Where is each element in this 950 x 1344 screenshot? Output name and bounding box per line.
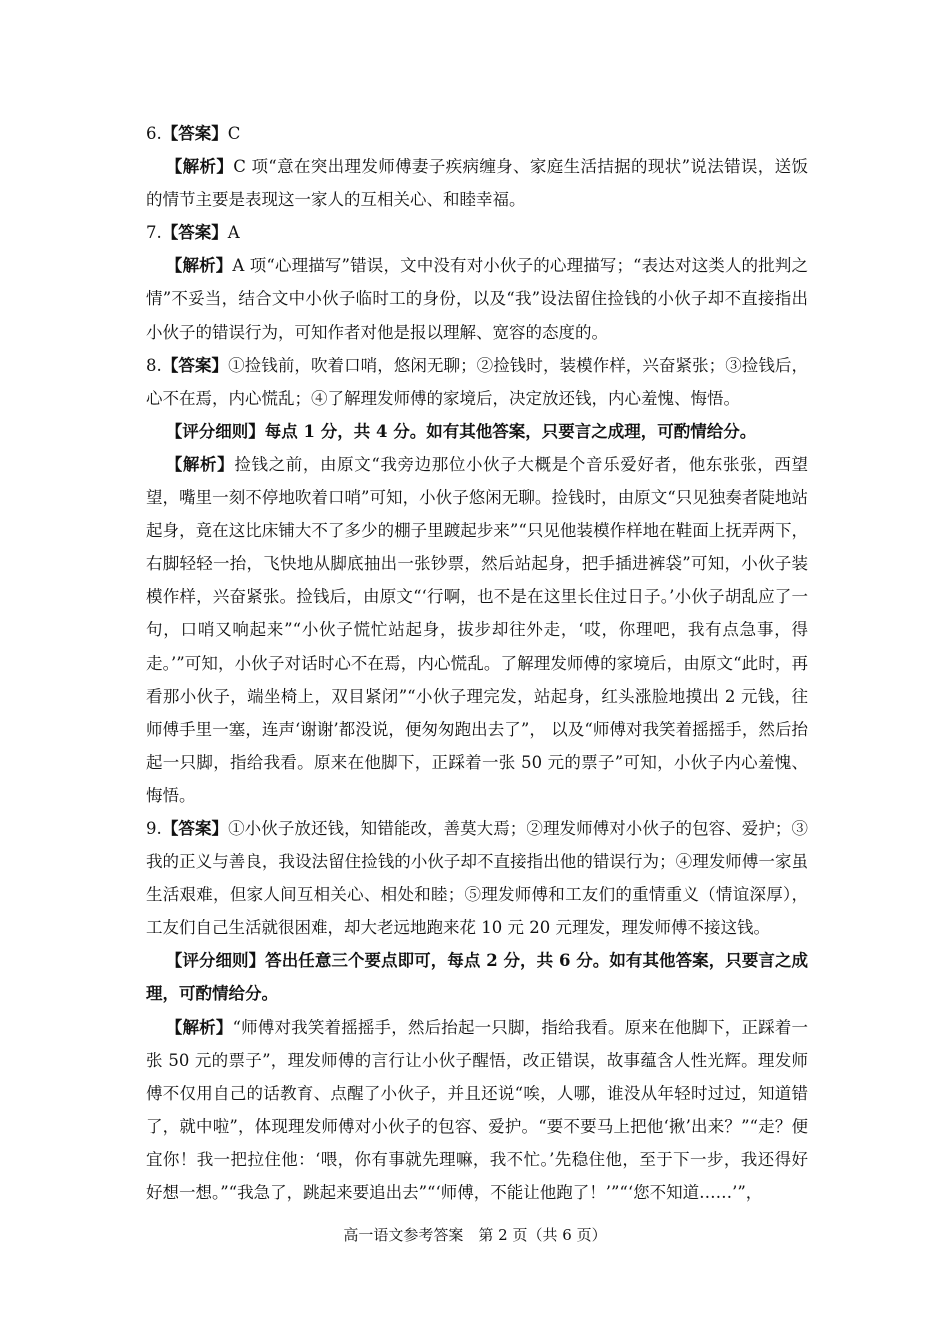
q8-answer: 8.【答案】①捡钱前，吹着口哨，悠闲无聊；②捡钱时，装模作样，兴奋紧张；③捡钱后，心不在焉，内心慌乱；④了解理发师傅的家境后，决定放还钱，内心羞愧、悔悟。	[146, 355, 809, 408]
q6-analysis: 【解析】C 项“意在突出理发师傅妻子疾病缠身、家庭生活拮据的现状”说法错误，送饭的情节主要是表现这一家人的互相关心、和睦幸福。	[146, 157, 808, 210]
q9-analysis: 【解析】“师傅对我笑着摇摇手，然后抬起一只脚，指给我看。原来在他脚下，正踩着一张 50 元的票子”，理发师傅的言行让小伙子醒悟，改正错误，故事蕴含人性光辉。理发师傅不仅用自己的话教育、点醒了小伙子，并且还说“唉，人哪，谁没从年轻时过过，知道错了，就中啦”，体现理发师傅对小伙子的包容、爱护。“要不要马上把他‘揪’出来？”“走？便宜你！我一把拉住他：‘喂，你有事就先理嘛，我不忙。’先稳住他，至于下一步，我还得好好想一想。”“我急了，跳起来要追出去”“‘师傅，不能让他跑了！’”“‘您不知道……’”，	[146, 1017, 809, 1202]
page-footer: 高一语文参考答案 第 2 页（共 6 页）	[343, 1226, 607, 1244]
answer-content	[146, 117, 808, 1209]
q7-analysis: 【解析】A 项“心理描写”错误，文中没有对小伙子的心理描写；“表达对这类人的批判之情”不妥当，结合文中小伙子临时工的身份，以及“我”设法留住捡钱的小伙子却不直接指出小伙子的错误行为，可知作者对他是报以理解、宽容的态度的。	[146, 256, 809, 342]
q7-answer: 7.【答案】A	[146, 223, 240, 243]
q8-analysis: 【解析】捡钱之前，由原文“我旁边那位小伙子大概是个音乐爱好者，他东张张，西望望，嘴里一刻不停地吹着口哨”可知，小伙子悠闲无聊。捡钱时，由原文“只见独奏者陡地站起身，竟在这比床铺大不了多少的棚子里踱起步来”“只见他装模作样地在鞋面上抚弄两下，右脚轻轻一抬，飞快地从脚底抽出一张钞票，然后站起身，把手插进裤袋”可知，小伙子装模作样，兴奋紧张。捡钱后，由原文“‘行啊，也不是在这里长住过日子。’小伙子胡乱应了一句，口哨又响起来”“小伙子慌忙站起身，拔步却往外走，‘哎，你理吧，我有点急事，得走。’”可知，小伙子对话时心不在焉，内心慌乱。了解理发师傅的家境后，由原文“此时，再看那小伙子，端坐椅上，双目紧闭”“小伙子理完发，站起身，红头涨脸地摸出 2 元钱，往师傅手里一塞，连声‘谢谢’都没说，便匆匆跑出去了”， 以及“师傅对我笑着摇摇手，然后抬起一只脚，指给我看。原来在他脚下，正踩着一张 50 元的票子”可知，小伙子内心羞愧、悔悟。	[146, 454, 808, 805]
q8-scoring: 【评分细则】每点 1 分，共 4 分。如有其他答案，只要言之成理，可酌情给分。	[165, 421, 757, 441]
q6-answer: 6.【答案】C	[146, 124, 241, 143]
q9-answer: 9.【答案】①小伙子放还钱，知错能改，善莫大焉；②理发师傅对小伙子的包容、爱护；③我的正义与善良，我设法留住捡钱的小伙子却不直接指出他的错误行为；④理发师傅一家虽生活艰难，但家人间互相关心、相处和睦；⑤理发师傅和工友们的重情重义（情谊深厚），工友们自己生活就很困难，却大老远地跑来花 10 元 20 元理发，理发师傅不接这钱。	[146, 818, 809, 938]
q9-scoring: 【评分细则】答出任意三个要点即可，每点 2 分，共 6 分。如有其他答案，只要言之成理，可酌情给分。	[146, 951, 808, 1004]
